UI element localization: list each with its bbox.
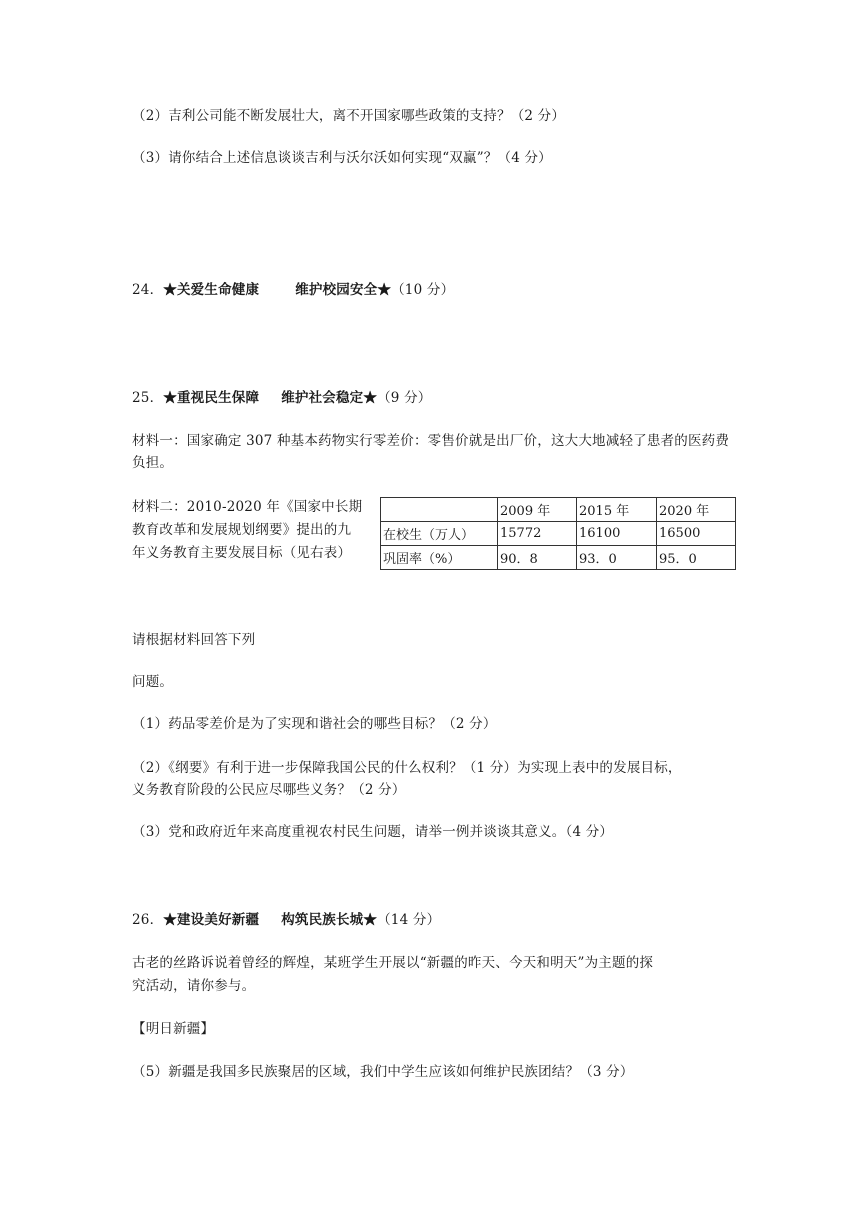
table-cell: 93．0 [577, 546, 657, 570]
q26-number: 26． [132, 912, 164, 928]
q25-prompt-b: 问题。 [132, 674, 174, 690]
q25-material-2-line-3: 年义务教育主要发展目标（见右表） [132, 545, 352, 561]
q25-subquestion-2-line-2: 义务教育阶段的公民应尽哪些义务？（2 分） [132, 782, 406, 798]
q25-title-b: 维护社会稳定★ [281, 390, 378, 406]
table-cell: 90．8 [498, 546, 577, 570]
q25-heading [132, 388, 431, 408]
table-cell: 在校生（万人） [381, 522, 498, 546]
q23-subquestion-3: （3）请你结合上述信息谈谈吉利与沃尔沃如何实现“双赢”？（4 分） [132, 150, 552, 166]
table-cell: 16500 [657, 522, 736, 546]
education-goals-table [380, 497, 736, 570]
q26-title-b: 构筑民族长城★ [281, 912, 378, 928]
table-row [381, 522, 736, 546]
q25-material-2-line-2: 教育改革和发展规划纲要》提出的九 [132, 522, 352, 538]
table-header-row [381, 498, 736, 522]
q25-score: （9 分） [377, 390, 432, 406]
q26-subquestion-5: （5）新疆是我国多民族聚居的区域，我们中学生应该如何维护民族团结？（3 分） [132, 1064, 634, 1080]
table-cell: 15772 [498, 522, 577, 546]
table-header-cell [381, 498, 498, 522]
q25-subquestion-1: （1）药品零差价是为了实现和谐社会的哪些目标？（2 分） [132, 716, 497, 732]
q25-subquestion-3: （3）党和政府近年来高度重视农村民生问题，请举一例并谈谈其意义。（4 分） [132, 824, 614, 840]
table-cell: 16100 [577, 522, 657, 546]
table-cell: 巩固率（%） [381, 546, 498, 570]
q23-subquestion-2: （2）吉利公司能不断发展壮大，离不开国家哪些政策的支持？（2 分） [132, 108, 566, 124]
q24-score: （10 分） [391, 282, 455, 298]
q26-score: （14 分） [377, 912, 441, 928]
q25-material-1: 材料一：国家确定 307 种基本药物实行零差价：零售价就是出厂价，这大大地减轻了患者的医药费负担。 [132, 433, 730, 471]
q24-heading [132, 280, 454, 300]
q25-number: 25． [132, 390, 164, 406]
table-header-cell: 2009 年 [498, 498, 577, 522]
q24-title-b: 维护校园安全★ [295, 282, 392, 298]
q25-prompt-a: 请根据材料回答下列 [132, 632, 256, 648]
table-header-cell: 2015 年 [577, 498, 657, 522]
q24-title-a: ★关爱生命健康 [163, 282, 260, 298]
table-cell: 95．0 [657, 546, 736, 570]
q25-subquestion-2-line-1: （2）《纲要》有利于进一步保障我国公民的什么权利？（1 分）为实现上表中的发展目标， [132, 760, 682, 776]
q26-intro-line-2: 究活动，请你参与。 [132, 978, 256, 994]
q25-title-a: ★重视民生保障 [163, 390, 260, 406]
q25-material-2-line-1: 材料二：2010-2020 年《国家中长期 [132, 499, 363, 515]
q26-title-a: ★建设美好新疆 [163, 912, 260, 928]
q26-heading [132, 910, 440, 930]
q24-number: 24． [132, 282, 164, 298]
table-header-cell: 2020 年 [657, 498, 736, 522]
q26-section-heading: 【明日新疆】 [132, 1021, 215, 1037]
table-row [381, 546, 736, 570]
q26-intro-line-1: 古老的丝路诉说着曾经的辉煌，某班学生开展以“新疆的昨天、今天和明天”为主题的探 [132, 955, 654, 971]
